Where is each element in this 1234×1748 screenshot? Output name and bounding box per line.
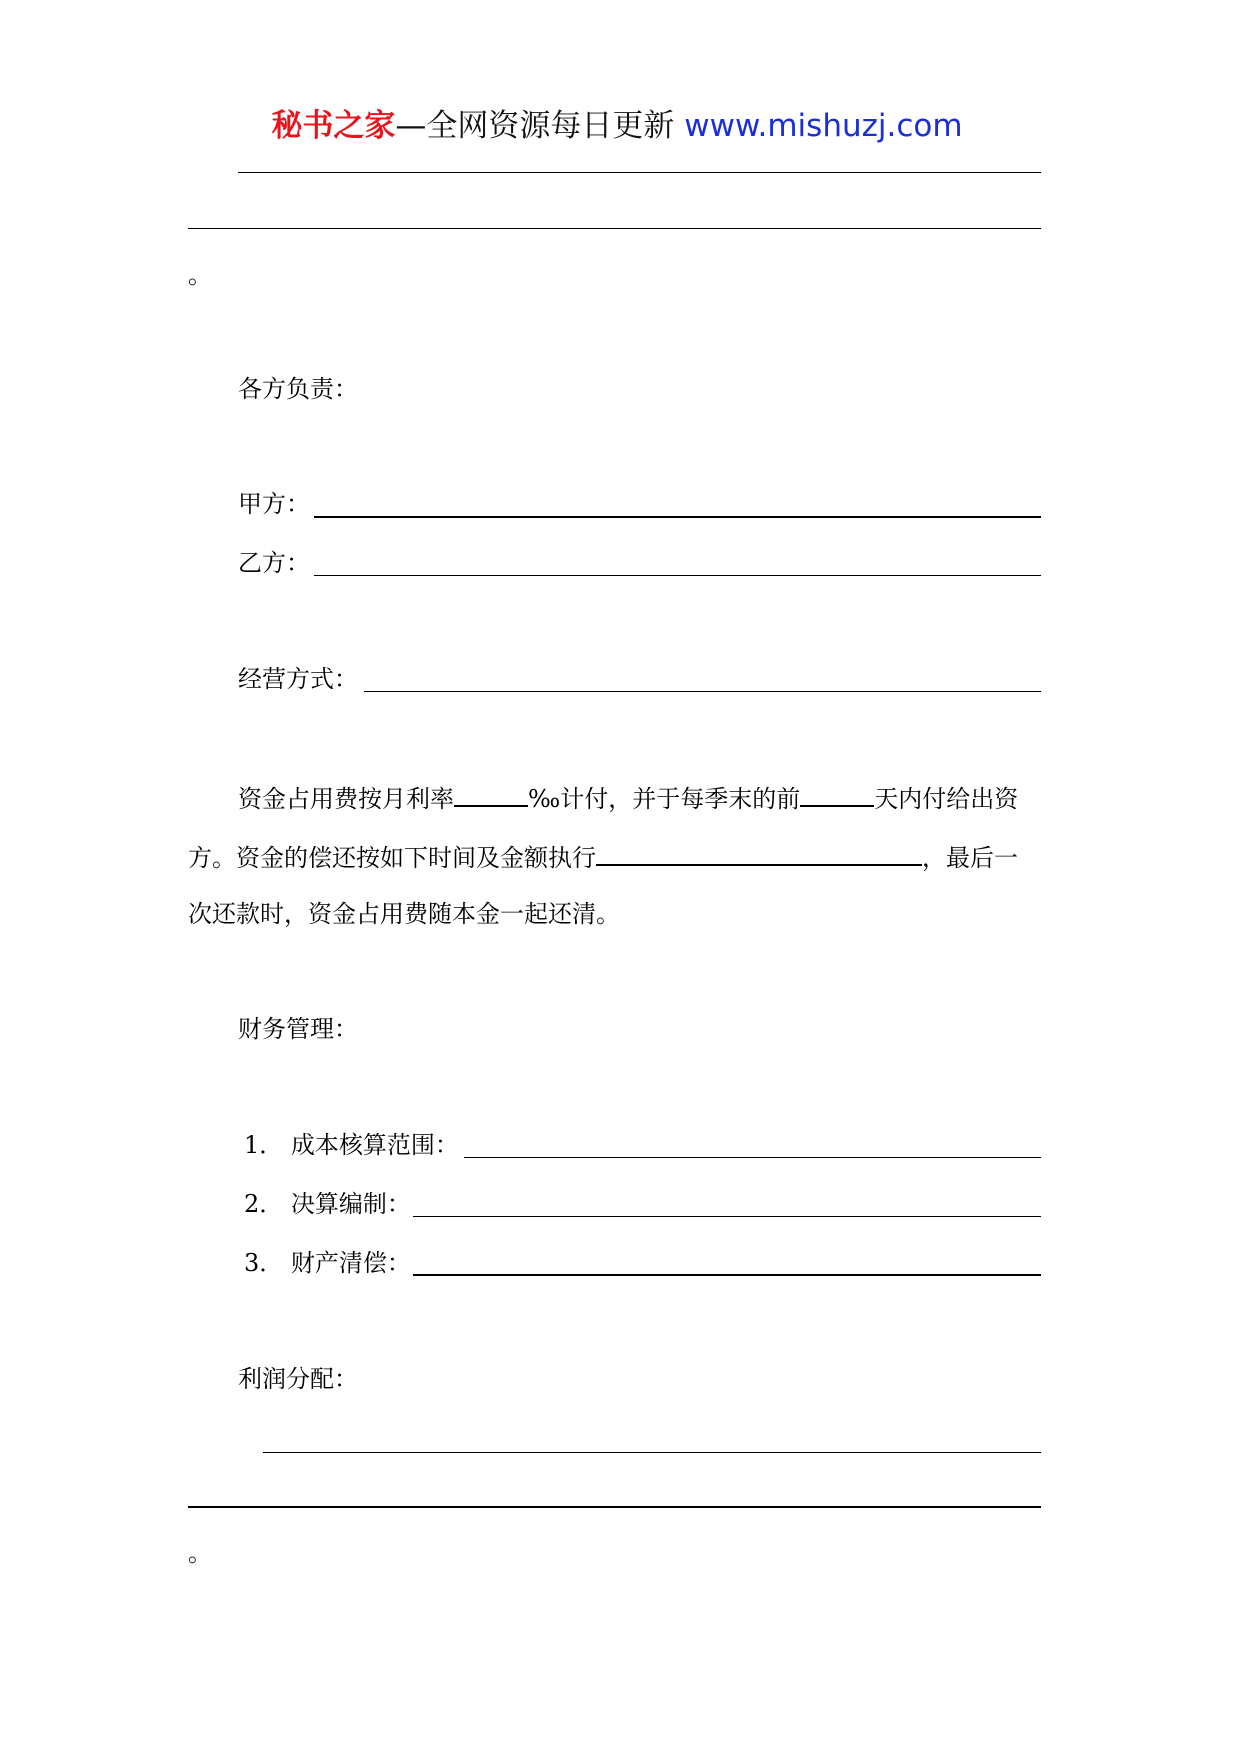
finance-item-liquidation-field[interactable] — [413, 1274, 1041, 1276]
finance-item-settlement-label — [244, 1189, 411, 1219]
period-mark: 。 — [188, 261, 212, 289]
operation-field[interactable] — [364, 691, 1041, 692]
fee-text-a: 资金占用费按月利率 — [238, 785, 454, 813]
finance-item-label: 决算编制： — [290, 1190, 411, 1218]
operation-label: 经营方式： — [238, 665, 358, 693]
party-a-label: 甲方： — [238, 490, 310, 518]
finance-item-cost-field[interactable] — [464, 1157, 1041, 1158]
finance-item-settlement-field[interactable] — [413, 1216, 1041, 1217]
profit-field-line-1[interactable] — [263, 1452, 1041, 1453]
fee-text-c: 天内付给出资 — [874, 785, 1019, 813]
finance-item-liquidation-label — [244, 1248, 411, 1278]
repayment-schedule-blank[interactable] — [596, 840, 922, 866]
fee-paragraph-line-2 — [188, 840, 1018, 873]
fee-paragraph-line-3: 次还款时，资金占用费随本金一起还清。 — [188, 900, 620, 928]
party-b-label: 乙方： — [238, 549, 310, 577]
blank-line — [188, 228, 1041, 229]
fee-paragraph-line-1 — [238, 781, 1018, 814]
section-heading-finance: 财务管理： — [238, 1015, 358, 1043]
party-b-field[interactable] — [314, 575, 1041, 576]
party-a-field[interactable] — [314, 516, 1041, 518]
days-blank[interactable] — [800, 781, 874, 807]
finance-item-label: 财产清偿： — [290, 1249, 411, 1277]
brand-name: 秘书之家 — [271, 108, 396, 144]
fee-text-e: ，最后一 — [922, 844, 1018, 872]
finance-item-number: 2． — [244, 1190, 284, 1218]
section-heading-profit: 利润分配： — [238, 1365, 358, 1393]
fee-text-b: ‰计付，并于每季末的前 — [528, 785, 801, 813]
fee-text-d: 方。资金的偿还按如下时间及金额执行 — [188, 844, 596, 872]
finance-item-label: 成本核算范围： — [290, 1131, 459, 1159]
finance-item-cost-label — [244, 1130, 459, 1160]
period-mark: 。 — [188, 1539, 212, 1567]
section-heading-responsible: 各方负责： — [238, 375, 358, 403]
finance-item-number: 1． — [244, 1131, 284, 1159]
monthly-rate-blank[interactable] — [454, 781, 528, 807]
header-rule — [238, 172, 1041, 173]
profit-field-line-2[interactable] — [188, 1506, 1041, 1508]
page-header — [0, 100, 1234, 145]
finance-item-number: 3． — [244, 1249, 284, 1277]
header-slogan: —全网资源每日更新 — [395, 108, 675, 144]
header-url[interactable]: www.mishuzj.com — [684, 108, 963, 144]
